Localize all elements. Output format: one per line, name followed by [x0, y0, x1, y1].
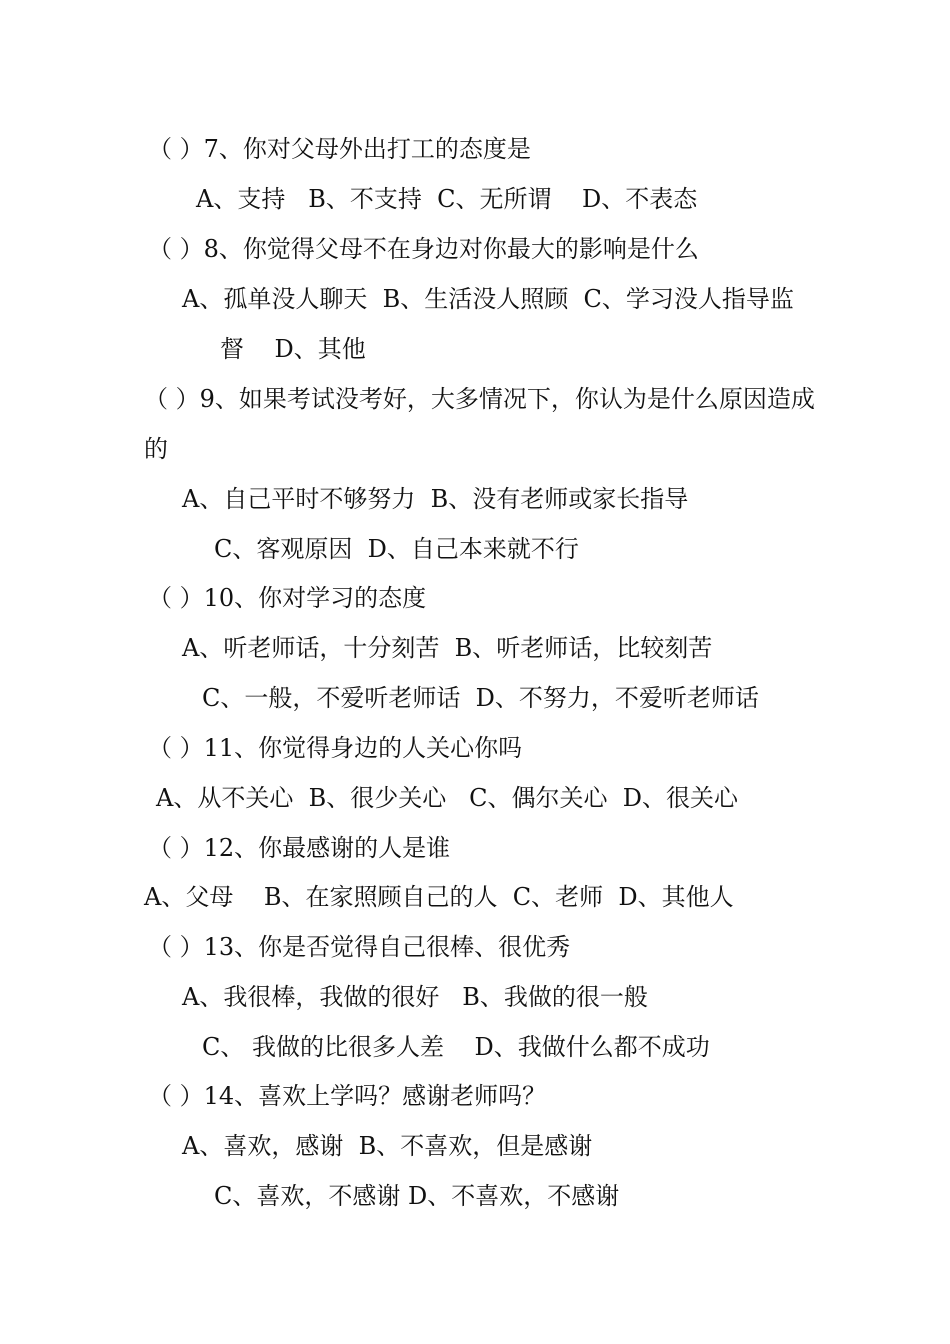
question-13-options-line-1: A、我很棒，我做的很好 B、我做的很一般 — [182, 983, 648, 1011]
question-8-options-line-2: 督 D、其他 — [220, 335, 366, 363]
question-14-options-line-2: C、喜欢，不感谢 D、不喜欢，不感谢 — [214, 1182, 620, 1210]
question-10-options-line-1: A、听老师话，十分刻苦 B、听老师话，比较刻苦 — [182, 634, 713, 662]
question-9-options-line-1: A、自己平时不够努力 B、没有老师或家长指导 — [182, 485, 689, 513]
question-14: （ ）14、喜欢上学吗？感谢老师吗？ — [148, 1082, 547, 1110]
question-7-options: A、支持 B、不支持 C、无所谓 D、不表态 — [196, 185, 698, 213]
question-11-options: A、从不关心 B、很少关心 C、偶尔关心 D、很关心 — [156, 784, 738, 812]
question-11: （ ）11、你觉得身边的人关心你吗 — [148, 734, 523, 762]
question-12: （ ）12、你最感谢的人是谁 — [148, 834, 451, 862]
question-7: （ ）7、你对父母外出打工的态度是 — [148, 135, 531, 163]
question-10: （ ）10、你对学习的态度 — [148, 584, 427, 612]
question-12-options: A、父母 B、在家照顾自己的人 C、老师 D、其他人 — [144, 883, 734, 911]
question-9: （ ）9、如果考试没考好，大多情况下，你认为是什么原因造成 — [144, 385, 815, 413]
question-9-options-line-2: C、客观原因 D、自己本来就不行 — [214, 535, 579, 563]
question-14-options-line-1: A、喜欢，感谢 B、不喜欢，但是感谢 — [182, 1132, 593, 1160]
question-10-options-line-2: C、一般，不爱听老师话 D、不努力，不爱听老师话 — [202, 684, 759, 712]
question-8: （ ）8、你觉得父母不在身边对你最大的影响是什么 — [148, 235, 699, 263]
question-13-options-line-2: C、 我做的比很多人差 D、我做什么都不成功 — [202, 1033, 710, 1061]
question-13: （ ）13、你是否觉得自己很棒、很优秀 — [148, 933, 571, 961]
question-9-continuation: 的 — [144, 435, 168, 463]
question-8-options-line-1: A、孤单没人聊天 B、生活没人照顾 C、学习没人指导监 — [182, 285, 794, 313]
